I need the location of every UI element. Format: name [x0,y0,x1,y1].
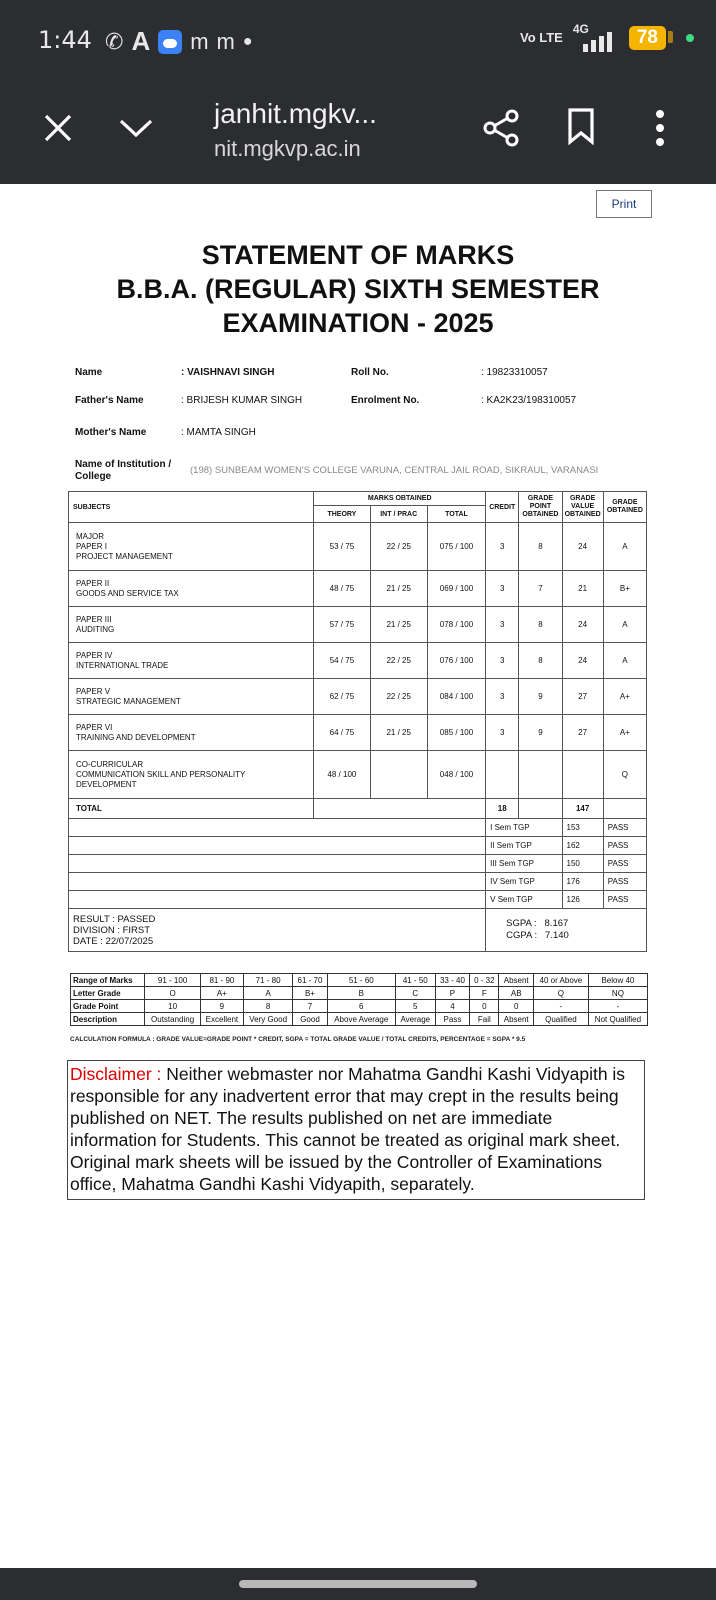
app-a-icon: A [131,26,151,56]
more-vert-icon[interactable] [650,106,670,150]
result-division: DIVISION : FIRST [73,924,151,936]
grade-range-row: Range of Marks 91 - 100 81 - 90 71 - 80 61 - 70 51 - 60 41 - 50 33 - 40 0 - 32 Absent 40 or Above Below 40 [71,974,648,987]
disclaimer-box [67,1060,645,1200]
header-credit: CREDIT [486,492,519,523]
weather-icon [158,30,182,54]
table-row: PAPER V STRATEGIC MANAGEMENT 62 / 75 22 / 25 084 / 100 3 9 27 A+ [69,679,647,715]
volte-indicator: Vo LTE [520,30,563,45]
bookmark-icon[interactable] [566,106,596,146]
calculation-formula: CALCULATION FORMULA : GRADE VALUE=GRADE POINT * CREDIT, SGPA = TOTAL GRADE VALUE / TOTAL CREDITS, PERCENTAGE = SGPA * 9.5 [70,1036,526,1043]
table-row: PAPER IV INTERNATIONAL TRADE 54 / 75 22 / 25 076 / 100 3 8 24 A [69,643,647,679]
sgpa-value: 8.167 [544,918,569,929]
marks-table [68,491,647,952]
table-row-cocurricular: CO-CURRICULAR COMMUNICATION SKILL AND PERSONALITY DEVELOPMENT 48 / 100 048 / 100 Q [69,751,647,799]
grade-scale-table [70,973,648,1026]
father-value: : BRIJESH KUMAR SINGH [181,395,303,406]
grade-letter-row: Letter Grade O A+ A B+ B C P F AB Q NQ [71,987,648,1000]
mother-value: : MAMTA SINGH [181,427,256,438]
privacy-dot-icon [686,34,694,42]
roll-label: Roll No. [351,367,389,378]
sem-tgp-row: V Sem TGP 126 PASS [69,891,647,909]
sem-tgp-row: IV Sem TGP 176 PASS [69,873,647,891]
header-theory: THEORY [314,506,370,523]
grade-point-row: Grade Point 10 9 8 7 6 5 4 0 0 - - [71,1000,648,1013]
page-title[interactable]: janhit.mgkv... [214,98,377,129]
enrol-label: Enrolment No. [351,395,420,406]
phone-icon: ✆ [105,28,124,54]
mother-label: Mother's Name [75,427,147,438]
table-row: PAPER VI TRAINING AND DEVELOPMENT 64 / 75 21 / 25 085 / 100 3 9 27 A+ [69,715,647,751]
result-status: RESULT : PASSED [73,913,156,925]
url-bar [0,84,716,184]
status-time: 1:44 [38,26,92,54]
name-label: Name [75,367,103,378]
signal-icon: 4G [573,24,619,52]
grade-description-row: Description Outstanding Excellent Very Good Good Above Average Average Pass Fail Absent Qualified Not Qualified [71,1013,648,1026]
header-subjects: SUBJECTS [69,492,314,523]
header-grade-value: GRADE VALUE OBTAINED [562,492,603,523]
navigation-bar [0,1568,716,1600]
page-heading: STATEMENT OF MARKS B.B.A. (REGULAR) SIXTH SEMESTER EXAMINATION - 2025 [116,240,600,338]
sem-tgp-row: III Sem TGP 150 PASS [69,855,647,873]
result-row: RESULT : PASSED DIVISION : FIRST DATE : 22/07/2025 SGPA : 8.167 CGPA : 7.140 [69,909,647,952]
mail-icon: m [190,28,209,54]
table-row-total: TOTAL 18 147 [69,799,647,819]
table-row: PAPER III AUDITING 57 / 75 21 / 25 078 / 100 3 8 24 A [69,607,647,643]
close-icon[interactable] [40,110,76,146]
browser-chrome [0,0,716,184]
chevron-down-icon[interactable] [116,110,156,146]
header-total: TOTAL [427,506,485,523]
header-grade: GRADE OBTAINED [603,492,646,523]
more-notifications-dot-icon: ● [242,32,253,50]
mail-icon-2: m [216,28,235,54]
roll-value: : 19823310057 [481,367,548,378]
institution-label: Name of Institution / College [75,459,172,482]
result-date: DATE : 22/07/2025 [73,935,154,947]
table-row: PAPER II GOODS AND SERVICE TAX 48 / 75 21 / 25 069 / 100 3 7 21 B+ [69,571,647,607]
page-domain[interactable]: nit.mgkvp.ac.in [214,136,361,161]
enrol-value: : KA2K23/198310057 [481,395,577,406]
notification-icons [105,26,253,57]
father-label: Father's Name [75,395,144,406]
header-grade-point: GRADE POINT OBTAINED [519,492,562,523]
sem-tgp-row: I Sem TGP 153 PASS [69,819,647,837]
sem-tgp-row: II Sem TGP 162 PASS [69,837,647,855]
header-int: INT / PRAC [370,506,427,523]
disclaimer-label: Disclaimer : [70,1064,162,1084]
print-button[interactable]: Print [596,190,652,218]
header-marks-obtained: MARKS OBTAINED [314,492,486,506]
table-row: MAJOR PAPER I PROJECT MANAGEMENT 53 / 75 22 / 25 075 / 100 3 8 24 A [69,523,647,571]
share-icon[interactable] [482,106,522,150]
status-bar [0,0,716,84]
institution-value: (198) SUNBEAM WOMEN'S COLLEGE VARUNA, CENTRAL JAIL ROAD, SIKRAUL, VARANASI [190,465,599,476]
home-gesture-handle[interactable] [239,1580,477,1588]
battery-icon: 78 [629,26,666,50]
disclaimer-text: Neither webmaster nor Mahatma Gandhi Kashi Vidyapith is responsible for any inadvertent error that may crept in the results being published on NET. The results published on net are immediate information for Students. This cannot be treated as original mark sheet. Original mark sheets will be issued by the Controller of Examinations office, Mahatma Gandhi Kashi Vidyapith, separately. [70,1064,626,1194]
cgpa-value: 7.140 [545,930,569,941]
name-value: : VAISHNAVI SINGH [181,367,275,378]
